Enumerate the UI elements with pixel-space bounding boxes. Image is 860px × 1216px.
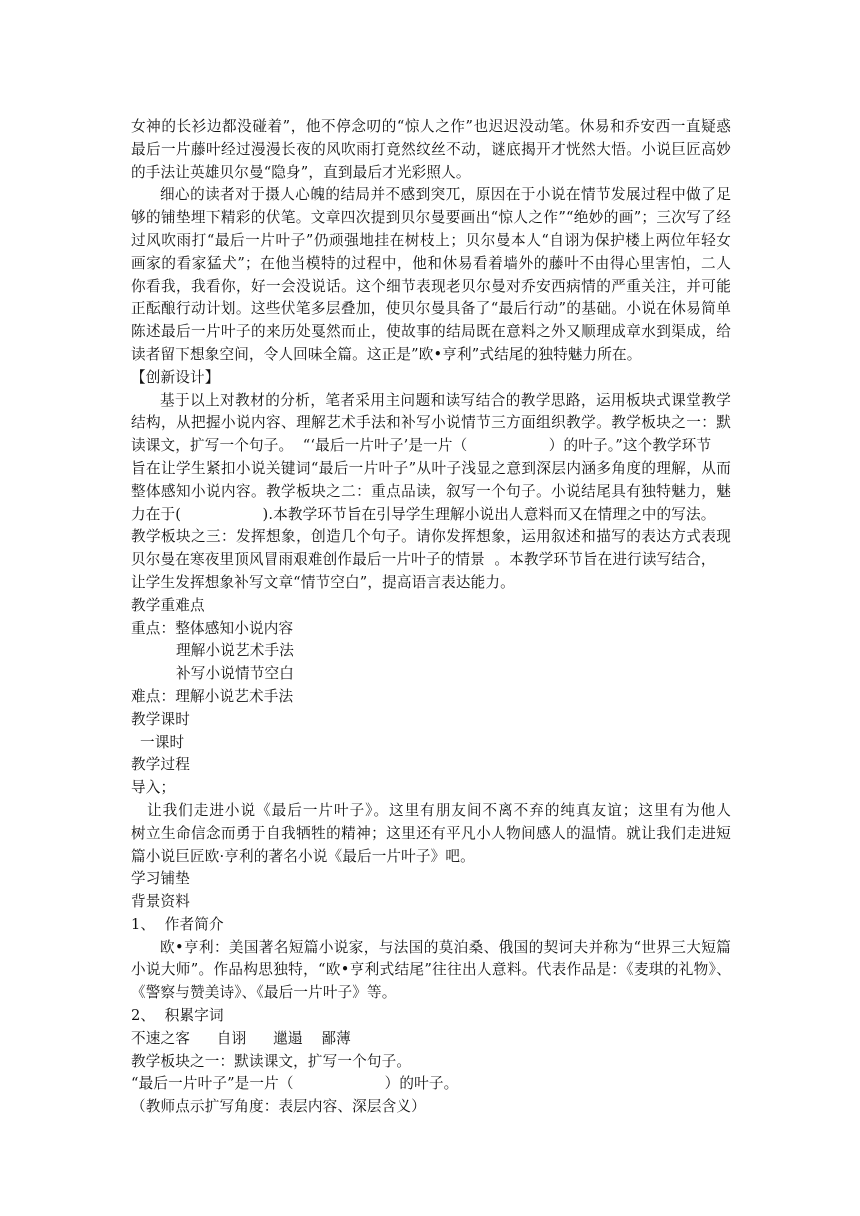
- text-line: 篇小说巨匠欧·亨利的著名小说《最后一片叶子》吧。: [131, 847, 475, 865]
- process-heading: 教学过程: [131, 756, 190, 774]
- text-line: 欧•亨利：美国著名短篇小说家，与法国的莫泊桑、俄国的契诃夫并称为“世界三大短篇: [160, 938, 731, 956]
- key-point-label: 重点：: [131, 619, 176, 637]
- vocab-words: [131, 1028, 731, 1051]
- key-point-item: 理解小说艺术手法: [176, 642, 294, 660]
- vocab-word: 鄙薄: [321, 1029, 351, 1047]
- intro-heading: 导入；: [131, 779, 176, 797]
- text-line: 最后一片藤叶经过漫漫长夜的风吹雨打竟然纹丝不动，谜底揭开才恍然大悟。小说巨匠高妙: [131, 140, 731, 158]
- text-line: 画家的看家猛犬”；在他当模特的过程中，他和休易看着墙外的藤叶不由得心里害怕，二人: [131, 254, 731, 272]
- text-line: 过风吹雨打“最后一片叶子”仍顽强地挂在树枝上；贝尔曼本人“自诩为保护楼上两位年轻女: [131, 231, 731, 249]
- text-line: 结构，从把握小说内容、理解艺术手法和补写小说情节三方面组织教学。教学板块之一：默: [131, 414, 731, 432]
- text-line: 女神的长衫边都没碰着”，他不停念叨的“惊人之作”也迟迟没动笔。休易和乔安西一直疑惑: [131, 118, 731, 135]
- periods-heading: 教学课时: [131, 710, 190, 728]
- text-line: 读课文，扩写一个句子。 “‘最后一片叶子’是一片（ ）的叶子。”这个教学环节: [131, 437, 712, 455]
- vocab-word: 自诩: [216, 1029, 247, 1047]
- text-line: 贝尔曼在寒夜里顶风冒雨艰难创作最后一片叶子的情景 。本教学环节旨在进行读写结合，: [131, 551, 716, 569]
- text-line: 整体感知小说内容。教学板块之二：重点品读，叙写一个句子。小说结尾具有独特魅力，魅: [131, 482, 731, 500]
- text-line: 树立生命信念而勇于自我牺牲的精神；这里还有平凡小人物间感人的温情。就让我们走进短: [131, 824, 731, 842]
- prep-heading: 学习铺垫: [131, 870, 190, 888]
- text-line: 陈述最后一片叶子的来历处戛然而止，使故事的结局既在意料之外又顺理成章水到渠成，给: [131, 323, 731, 341]
- document-page: [131, 116, 731, 1119]
- periods-value: 一课时: [140, 733, 185, 751]
- difficulty-point: 难点：理解小说艺术手法: [131, 687, 294, 705]
- vocab-word: 邋遢: [273, 1029, 303, 1047]
- block1-heading: 教学板块之一：默读课文，扩写一个句子。: [131, 1052, 412, 1070]
- text-line: 力在于( ).本教学环节旨在引导学生理解小说出人意料而又在情理之中的写法。: [131, 505, 716, 523]
- key-points-heading: 教学重难点: [131, 596, 205, 614]
- text-line: 《警察与赞美诗》、《最后一片叶子》等。: [131, 984, 397, 1002]
- text-line: 小说大师”。作品构思独特，“欧•亨利式结尾”往往出人意料。代表作品是：《麦琪的礼物》、: [131, 961, 731, 979]
- text-line: 的手法让英雄贝尔曼“隐身”，直到最后才光彩照人。: [131, 163, 471, 181]
- text-line: 旨在让学生紧扣小说关键词“最后一片叶子”从叶子浅显之意到深层内涵多角度的理解，从而: [131, 459, 731, 477]
- text-line: 细心的读者对于摄人心魄的结局并不感到突兀，原因在于小说在情节发展过程中做了足: [160, 186, 731, 204]
- key-point-item: 补写小说情节空白: [176, 665, 294, 683]
- background-heading: 背景资料: [131, 893, 190, 911]
- text-line: 教学板块之三：发挥想象，创造几个句子。请你发挥想象，运用叙述和描写的表达方式表现: [131, 528, 731, 546]
- text-line: 读者留下想象空间，令人回味全篇。这正是”欧•亨利”式结尾的独特魅力所在。: [131, 345, 642, 363]
- block1-note: （教师点示扩写角度：表层内容、深层含义）: [131, 1098, 426, 1116]
- text-line: 你看我，我看你，好一会没说话。这个细节表现老贝尔曼对乔安西病情的严重关注，并可能: [131, 277, 731, 295]
- text-line: 够的铺垫埋下精彩的伏笔。文章四次提到贝尔曼要画出“惊人之作”“绝妙的画”；三次写了经: [131, 209, 731, 227]
- author-paragraph: [131, 937, 731, 1005]
- vocab-heading: 2、 积累字词: [131, 1007, 224, 1025]
- text-line: 让我们走进小说《最后一片叶子》。这里有朋友间不离不弃的纯真友谊；这里有为他人: [147, 801, 731, 819]
- text-line: 正酝酿行动计划。这些伏笔多层叠加，使贝尔曼具备了“最后行动”的基础。小说在休易简单: [131, 300, 731, 318]
- vocab-word: 不速之客: [131, 1029, 190, 1047]
- paragraph-3: [131, 390, 731, 595]
- paragraph-1: [131, 116, 731, 184]
- heading-innovation-design: 【创新设计】: [131, 368, 220, 386]
- key-point-item: 整体感知小说内容: [175, 619, 294, 637]
- author-heading: 1、 作者简介: [131, 915, 224, 933]
- key-point-row: [131, 618, 731, 641]
- text-line: 基于以上对教材的分析，笔者采用主问题和读写结合的教学思路，运用板块式课堂教学: [160, 391, 731, 409]
- paragraph-2: [131, 184, 731, 366]
- intro-paragraph: [131, 800, 731, 868]
- block1-sentence: “最后一片叶子”是一片（ ）的叶子。: [131, 1075, 459, 1093]
- text-line: 让学生发挥想象补写文章“情节空白”，提高语言表达能力。: [131, 573, 515, 591]
